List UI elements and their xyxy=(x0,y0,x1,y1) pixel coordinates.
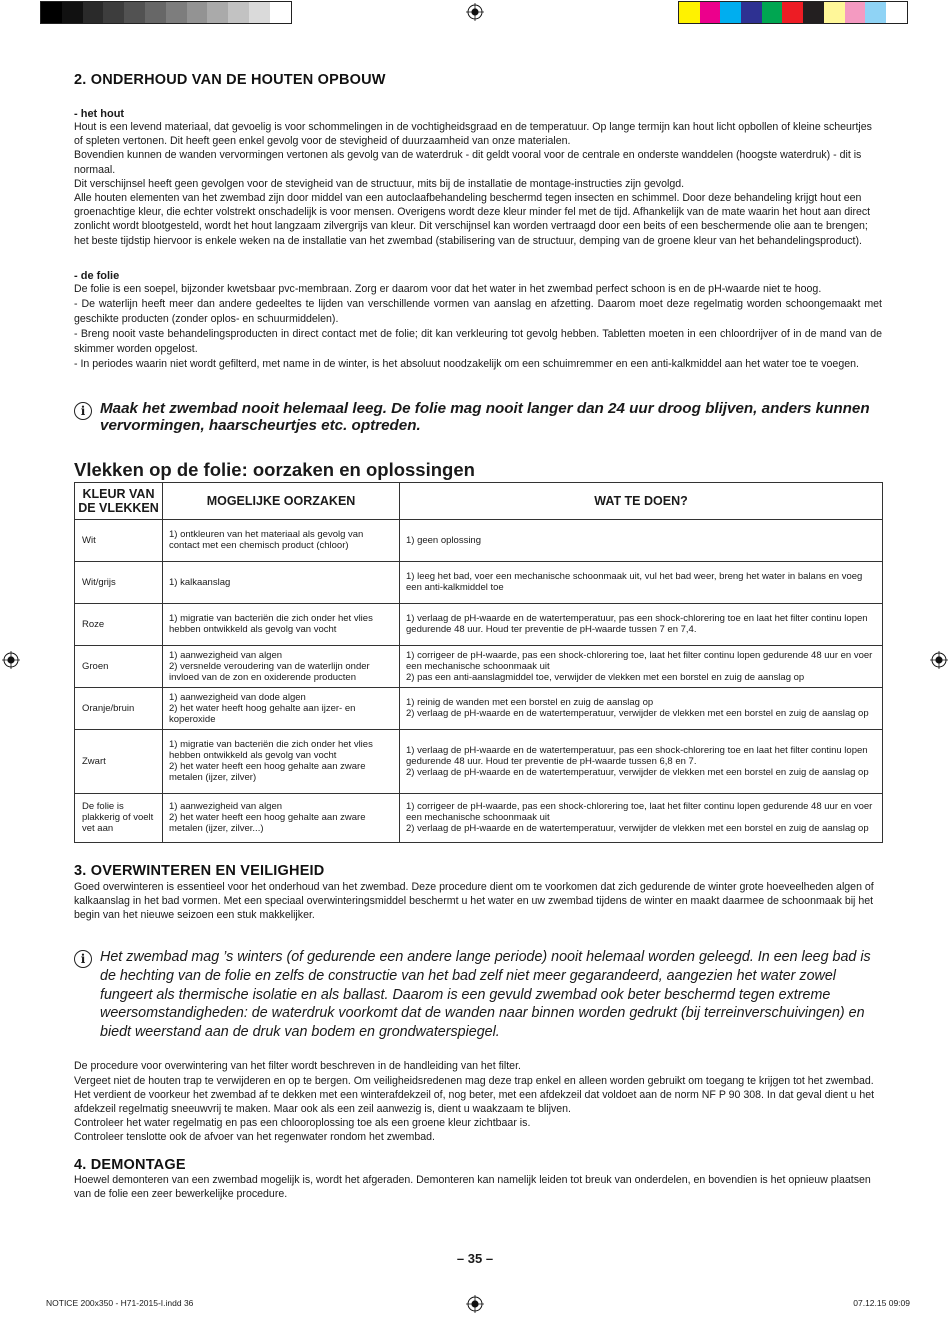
calibration-swatch xyxy=(824,2,845,23)
actions-cell xyxy=(400,687,883,729)
calibration-swatch xyxy=(782,2,803,23)
calibration-swatch xyxy=(124,2,145,23)
cause-item: 1) migratie van bacteriën die zich onder het vlies hebben ontwikkeld als gevolg van vocht xyxy=(169,613,373,636)
cause-item: 2) het water heeft een hoog gehalte aan zware metalen (ijzer, zilver...) xyxy=(169,812,366,835)
wintering-paragraph: Controleer het water regelmatig en pas een chlooroplossing toe als een groene kleur zichtbaar is. xyxy=(74,1117,531,1130)
section-2-heading: 2. ONDERHOUD VAN DE HOUTEN OPBOUW xyxy=(74,72,386,88)
table-row xyxy=(75,519,883,561)
wood-paragraph: Bovendien kunnen de wanden vervormingen vertonen als gevolg van de waterdruk - dit geldt vooral voor de centrale en onderste wanddelen (hoogste waterdruk) - dit is normaal. xyxy=(74,149,862,176)
calibration-swatch xyxy=(83,2,104,23)
registration-mark-icon xyxy=(930,651,948,669)
calibration-swatch xyxy=(720,2,741,23)
registration-mark-icon xyxy=(2,651,20,669)
actions-cell xyxy=(400,519,883,561)
calibration-swatch xyxy=(187,2,208,23)
liner-paragraph: - Breng nooit vaste behandelingsproducten in direct contact met de folie; dit kan verkleuring tot gevolg hebben. Tabletten moeten in een chloordrijver of in de mand van de skimmer worden opgelost. xyxy=(74,327,882,355)
action-item: 1) corrigeer de pH-waarde, pas een shock-chlorering toe, laat het filter continu lopen gedurende 48 uur en voer een mechanische schoonmaak uit xyxy=(406,649,873,672)
causes-cell xyxy=(163,793,400,842)
wintering-warning-text: Het zwembad mag ’s winters (of gedurende een andere lange periode) nooit helemaal worden geleegd. In een leeg bad is de hechting van de folie en zelfs de constructie van het bad zelf niet meer gegarandeerd, aangezien het water zowel fungeert als thermische isolatie en als ballast. Daarom is een gevuld zwembad ook beter beschermd tegen extreme weersomstandigheden: de waterdruk voorkomt dat de wanden naar binnen worden gedrukt (bij terreinverschuivingen) en biedt weerstand aan de druk van bodem en grondwaterspiegel. xyxy=(100,949,871,1040)
calibration-swatch xyxy=(679,2,700,23)
registration-mark-icon xyxy=(466,1295,484,1313)
calibration-swatch xyxy=(103,2,124,23)
table-row xyxy=(75,645,883,687)
calibration-swatch xyxy=(41,2,62,23)
calibration-swatch xyxy=(700,2,721,23)
actions-cell xyxy=(400,561,883,603)
action-item: 1) verlaag de pH-waarde en de watertemperatuur, pas een shock-chlorering toe en laat het filter continu lopen gedurende 48 uur. Houd ter preventie de pH-waarde tussen 6,8 en 7. xyxy=(406,744,868,767)
calibration-swatch xyxy=(207,2,228,23)
wood-subsection xyxy=(74,108,882,248)
action-item: 2) verlaag de pH-waarde en de watertemperatuur, verwijder de vlekken met een borstel en zuig de aanslag op xyxy=(406,823,869,835)
footer-timestamp: 07.12.15 09:09 xyxy=(853,1298,910,1308)
cause-item: 1) kalkaanslag xyxy=(169,576,231,588)
page-content xyxy=(74,60,882,1201)
greyscale-calibration-bar xyxy=(40,1,292,24)
liner-paragraph: - De waterlijn heeft meer dan andere gedeeltes te lijden van verschillende vormen van aanslag en afzetting. Daarom moet deze regelmatig worden schoongemaakt met geschikte producten (zonder oplos- en schuurmiddelen). xyxy=(74,297,882,325)
calibration-swatch xyxy=(762,2,783,23)
cause-item: 1) migratie van bacteriën die zich onder het vlies hebben ontwikkeld als gevolg van vocht xyxy=(169,739,373,762)
calibration-swatch xyxy=(62,2,83,23)
actions-cell xyxy=(400,645,883,687)
wood-paragraph: Alle houten elementen van het zwembad zijn door middel van een autoclaafbehandeling beschermd tegen insecten en schimmel. Door deze behandeling krijgt hout een groenachtige kleur, die echter volstrekt onschadelijk is voor mensen. Overigens wordt deze kleur minder fel met de tijd. Afhankelijk van de mate waarin het hout aan direct zonlicht wordt blootgesteld, wordt het hout langzaam zilvergrijs van kleur. Dit verschijnsel kan worden vertraagd door een beits of een beschermende olie aan te brengen; het beste tijdstip hiervoor is enkele weken na de installatie van het zwembad (stabilisering van de structuur, demping van de groene kleur van het behandelingsproduct). xyxy=(74,192,871,247)
actions-cell xyxy=(400,793,883,842)
stain-color-cell: Wit xyxy=(75,519,163,561)
wood-paragraph: Hout is een levend materiaal, dat gevoelig is voor schommelingen in de vochtigheidsgraad en de temperatuur. Op lange termijn kan hout licht opbollen of kleine scheurtjes of spleten vertonen. Dit heeft geen enkel gevolg voor de stevigheid of duurzaamheid van onze materialen. xyxy=(74,121,872,148)
liner-heading: - de folie xyxy=(74,269,120,282)
section-3-heading: 3. OVERWINTEREN EN VEILIGHEID xyxy=(74,862,325,879)
table-row xyxy=(75,603,883,645)
calibration-swatch xyxy=(886,2,907,23)
actions-cell xyxy=(400,603,883,645)
table-row xyxy=(75,793,883,842)
stain-color-cell: Oranje/bruin xyxy=(75,687,163,729)
action-item: 1) reinig de wanden met een borstel en zuig de aanslag op xyxy=(406,697,654,709)
stain-color-cell: Zwart xyxy=(75,729,163,793)
dismantling-paragraph: Hoewel demonteren van een zwembad mogelijk is, wordt het afgeraden. Demonteren kan namelijk leiden tot breuk van onderdelen, en bovendien is het opnieuw plaatsen van de folie een zeer bewerkelijke procedure. xyxy=(74,1173,871,1200)
cause-item: 1) aanwezigheid van algen xyxy=(169,801,283,813)
action-item: 2) verlaag de pH-waarde en de watertemperatuur, verwijder de vlekken met een borstel en zuig de aanslag op xyxy=(406,766,869,778)
wintering-paragraph: Vergeet niet de houten trap te verwijderen en op te bergen. Om veiligheidsredenen mag deze trap enkel en alleen worden gebruikt om toegang te krijgen tot het zwembad. Het verdient de voorkeur het zwembad af te dekken met een winterafdekzeil of, nog beter, met een afdekzeil dat voldoet aan de norm NF P 90 308. In dat geval dient u het afdekzeil regelmatig sneeuwvrij te maken. Maar ook als een zeil aanwezig is, dient u waakzaam te blijven. xyxy=(74,1074,875,1116)
calibration-swatch xyxy=(166,2,187,23)
wintering-paragraph: Controleer tenslotte ook de afvoer van het regenwater rondom het zwembad. xyxy=(74,1131,435,1144)
liner-subsection xyxy=(74,270,882,372)
causes-cell xyxy=(163,729,400,793)
cause-item: 1) aanwezigheid van algen xyxy=(169,649,283,661)
calibration-swatch xyxy=(741,2,762,23)
table-row xyxy=(75,561,883,603)
action-item: 1) verlaag de pH-waarde en de watertemperatuur, pas een shock-chlorering toe en laat het filter continu lopen gedurende 48 uur. Houd ter preventie de pH-waarde tussen 7 en 7,4. xyxy=(406,613,868,636)
calibration-swatch xyxy=(249,2,270,23)
column-header: WAT TE DOEN? xyxy=(400,482,883,519)
registration-mark-icon xyxy=(466,3,484,21)
wintering-intro: Goed overwinteren is essentieel voor het onderhoud van het zwembad. Deze procedure dient om te voorkomen dat zich gedurende de winter grote hoeveelheden algen of kalkaanslag in het bad vormen. Met een speciaal overwinteringsmiddel beschermt u het water en uw zwembad tijdens de winter en maakt daarmee de schoonmaak bij het begin van het nieuwe seizoen een stuk makkelijker. xyxy=(74,880,874,922)
liner-paragraph: - In periodes waarin niet wordt gefilterd, met name in de winter, is het absoluut noodzakelijk om een schuimremmer en een anti-kalkmiddel aan het water toe te voegen. xyxy=(74,357,859,370)
cause-item: 1) aanwezigheid van dode algen xyxy=(169,691,306,703)
info-icon: i xyxy=(74,950,92,968)
action-item: 1) corrigeer de pH-waarde, pas een shock-chlorering toe, laat het filter continu lopen gedurende 48 uur en voer een mechanische schoonmaak uit xyxy=(406,801,873,824)
stain-color-cell: De folie is plakkerig of voelt vet aan xyxy=(75,793,163,842)
stain-color-cell: Wit/grijs xyxy=(75,561,163,603)
wood-heading: - het hout xyxy=(74,108,125,120)
table-header-row xyxy=(75,482,883,519)
action-item: 2) pas een anti-aanslagmiddel toe, verwijder de vlekken met een borstel en zuig de aanslag op xyxy=(406,671,805,683)
calibration-swatch xyxy=(228,2,249,23)
liner-paragraph: De folie is een soepel, bijzonder kwetsbaar pvc-membraan. Zorg er daarom voor dat het water in het zwembad perfect schoon is en de pH-waarde niet te hoog. xyxy=(74,282,822,295)
page-number: – 35 – xyxy=(456,1251,494,1266)
wintering-warning xyxy=(74,948,882,1041)
color-calibration-bar xyxy=(678,1,908,24)
footer-file-name: NOTICE 200x350 - H71-2015-I.indd 36 xyxy=(46,1298,194,1308)
cause-item: 2) het water heeft hoog gehalte aan ijzer- en koperoxide xyxy=(169,702,356,725)
empty-pool-warning-text: Maak het zwembad nooit helemaal leeg. De folie mag nooit langer dan 24 uur droog blijven, anders kunnen vervormingen, haarscheurtjes etc. optreden. xyxy=(100,399,870,435)
stain-color-cell: Groen xyxy=(75,645,163,687)
calibration-swatch xyxy=(803,2,824,23)
calibration-swatch xyxy=(845,2,866,23)
action-item: 2) verlaag de pH-waarde en de watertemperatuur, verwijder de vlekken met een borstel en zuig de aanslag op xyxy=(406,708,869,720)
calibration-swatch xyxy=(865,2,886,23)
stain-color-cell: Roze xyxy=(75,603,163,645)
stains-table-title: Vlekken op de folie: oorzaken en oplossingen xyxy=(74,458,475,480)
wintering-details xyxy=(74,1059,882,1144)
wintering-paragraph: De procedure voor overwintering van het filter wordt beschreven in de handleiding van het filter. xyxy=(74,1060,521,1073)
causes-cell xyxy=(163,519,400,561)
column-header: KLEUR VAN DE VLEKKEN xyxy=(75,482,163,519)
section-4-heading: 4. DEMONTAGE xyxy=(74,1156,186,1173)
table-row xyxy=(75,729,883,793)
empty-pool-warning xyxy=(74,400,882,435)
calibration-swatch xyxy=(270,2,291,23)
causes-cell xyxy=(163,687,400,729)
info-icon: i xyxy=(74,402,92,420)
causes-cell xyxy=(163,645,400,687)
stains-table xyxy=(74,482,883,843)
cause-item: 1) ontkleuren van het materiaal als gevolg van contact met een chemisch product (chloor) xyxy=(169,529,364,552)
cause-item: 2) het water heeft een hoog gehalte aan zware metalen (ijzer, zilver) xyxy=(169,761,366,784)
actions-cell xyxy=(400,729,883,793)
cause-item: 2) versnelde veroudering van de waterlijn onder invloed van de zon en oxiderende producten xyxy=(169,660,370,683)
calibration-swatch xyxy=(145,2,166,23)
causes-cell xyxy=(163,561,400,603)
action-item: 1) leeg het bad, voer een mechanische schoonmaak uit, vul het bad weer, breng het water in balans en voeg een anti-kalkmiddel toe xyxy=(406,571,863,594)
table-row xyxy=(75,687,883,729)
wood-paragraph: Dit verschijnsel heeft geen gevolgen voor de stevigheid van de structuur, mits bij de installatie de montage-instructies zijn gevolgd. xyxy=(74,177,685,190)
column-header: MOGELIJKE OORZAKEN xyxy=(163,482,400,519)
action-item: 1) geen oplossing xyxy=(406,534,481,546)
causes-cell xyxy=(163,603,400,645)
